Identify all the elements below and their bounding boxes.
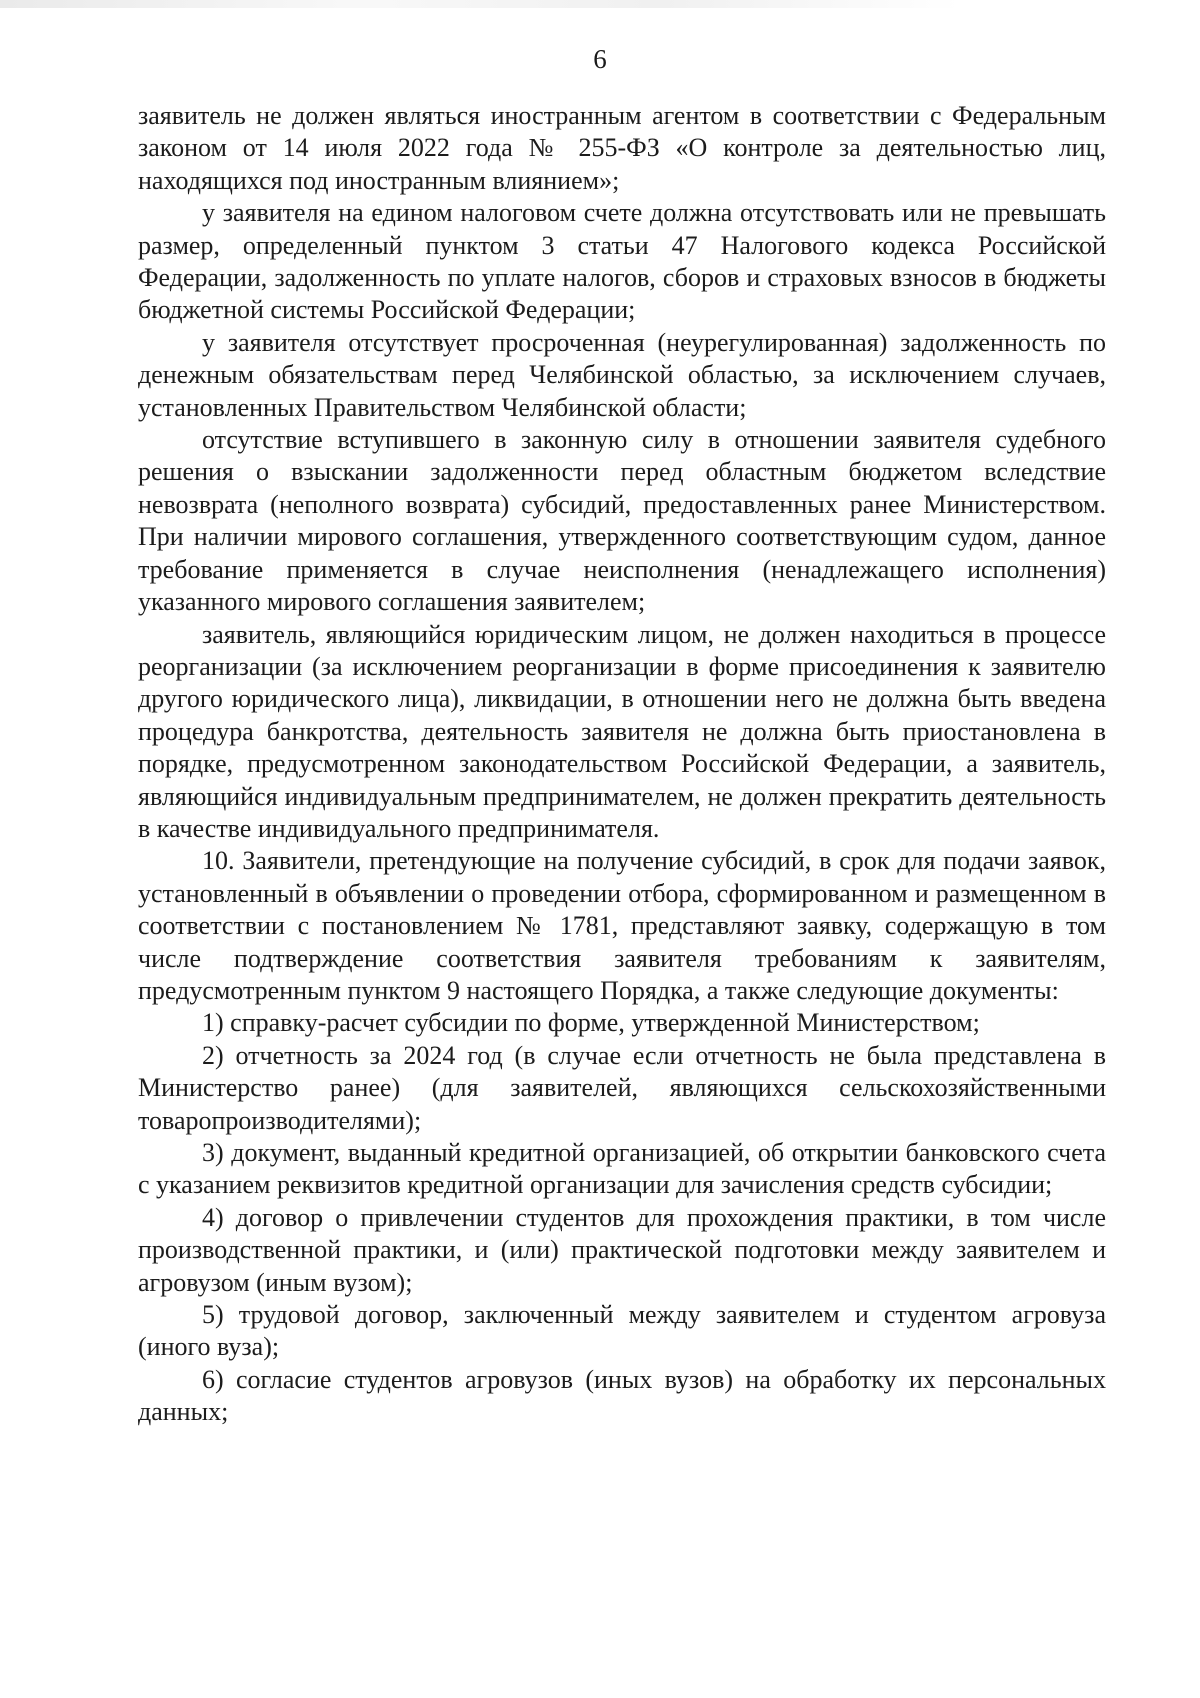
paragraph-reorganization: заявитель, являющийся юридическим лицом, не должен находиться в процессе реорганизации (за исключением реорганизации в форме присоединения к заявителю другого юридического лица), ликвидации, в отношении него не должна быть введена процедура банкротства, деятельность заявителя не должна быть приостановлена в порядке, предусмотренном законодательством Российской Федерации, а заявитель, являющийся индивидуальным предпринимателем, не должен прекратить деятельность в качестве индивидуального предпринимателя. [138, 619, 1106, 843]
paragraph-foreign-agent: заявитель не должен являться иностранным агентом в соответствии с Федеральным законом от 14 июля 2022 года № 255-ФЗ «О контроле за деятельностью лиц, находящихся под иностранным влиянием»; [138, 101, 1106, 195]
list-item-6: 6) согласие студентов агровузов (иных вузов) на обработку их персональных данных; [138, 1364, 1106, 1427]
document-body [138, 100, 1106, 1429]
paragraph-tax-debt: у заявителя на едином налоговом счете должна отсутствовать или не превышать размер, определенный пунктом 3 статьи 47 Налогового кодекса Российской Федерации, задолженность по уплате налогов, сборов и страховых взносов в бюджеты бюджетной системы Российской Федерации; [138, 198, 1106, 325]
scan-edge-artifact [0, 0, 1200, 8]
list-item-2: 2) отчетность за 2024 год (в случае если отчетность не была представлена в Министерство ранее) (для заявителей, являющихся сельскохозяйственными товаропроизводителями); [138, 1040, 1106, 1135]
paragraph-item-10: 10. Заявители, претендующие на получение субсидий, в срок для подачи заявок, установленный в объявлении о проведении отбора, сформированном и размещенном в соответствии с постановлением № 1781, представляют заявку, содержащую в том числе подтверждение соответствия заявителя требованиям к заявителям, предусмотренным пунктом 9 настоящего Порядка, а также следующие документы: [138, 846, 1106, 1005]
page-number: 6 [593, 44, 607, 74]
list-item-3: 3) документ, выданный кредитной организацией, об открытии банковского счета с указанием реквизитов кредитной организации для зачисления средств субсидии; [138, 1138, 1106, 1200]
list-item-5: 5) трудовой договор, заключенный между заявителем и студентом агровуза (иного вуза); [138, 1300, 1106, 1362]
paragraph-overdue-debt: у заявителя отсутствует просроченная (неурегулированная) задолженность по денежным обязательствам перед Челябинской областью, за исключением случаев, установленных Правительством Челябинской области; [138, 327, 1106, 422]
list-item-4: 4) договор о привлечении студентов для прохождения практики, в том числе производственной практики, и (или) практической подготовки между заявителем и агровузом (иным вузом); [138, 1202, 1106, 1297]
paragraph-court-decision: отсутствие вступившего в законную силу в отношении заявителя судебного решения о взыскании задолженности перед областным бюджетом вследствие невозврата (неполного возврата) субсидий, предоставленных ранее Министерством. При наличии мирового соглашения, утвержденного соответствующим судом, данное требование применяется в случае неисполнения (ненадлежащего исполнения) указанного мирового соглашения заявителем; [138, 425, 1106, 617]
list-item-1: 1) справку-расчет субсидии по форме, утвержденной Министерством; [202, 1008, 980, 1038]
